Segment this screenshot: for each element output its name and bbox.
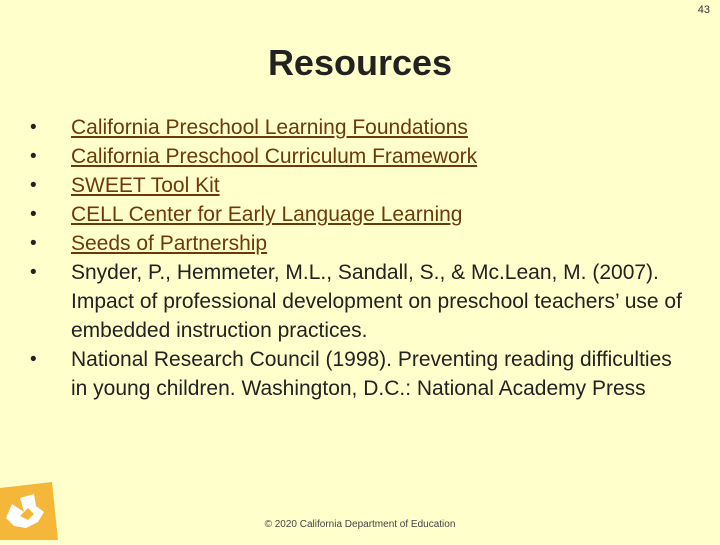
reference-snyder: Snyder, P., Hemmeter, M.L., Sandall, S., & Mc.Lean, M. (2007). Impact of professional development on preschool teachers’ use of embedded instruction practices. — [71, 261, 682, 342]
cde-logo-icon — [0, 482, 58, 540]
link-seeds-of-partnership[interactable]: Seeds of Partnership — [71, 232, 268, 255]
link-preschool-learning-foundations[interactable]: California Preschool Learning Foundations — [71, 116, 468, 139]
list-item — [30, 345, 690, 403]
list-item — [30, 142, 690, 171]
page-title: Resources — [267, 42, 453, 83]
list-item — [30, 113, 690, 142]
footer-copyright: © 2020 California Department of Education — [264, 519, 456, 530]
reference-nrc: National Research Council (1998). Preventing reading difficulties in young children. Washington, D.C.: National Academy Press — [71, 348, 672, 400]
list-item — [30, 258, 690, 345]
list-item — [30, 171, 690, 200]
resource-list — [30, 113, 690, 403]
link-preschool-curriculum-framework[interactable]: California Preschool Curriculum Framework — [71, 145, 478, 168]
link-cell-center[interactable]: CELL Center for Early Language Learning — [71, 203, 463, 226]
list-item — [30, 200, 690, 229]
link-sweet-tool-kit[interactable]: SWEET Tool Kit — [71, 174, 220, 197]
slide-number: 43 — [697, 4, 710, 16]
list-item — [30, 229, 690, 258]
